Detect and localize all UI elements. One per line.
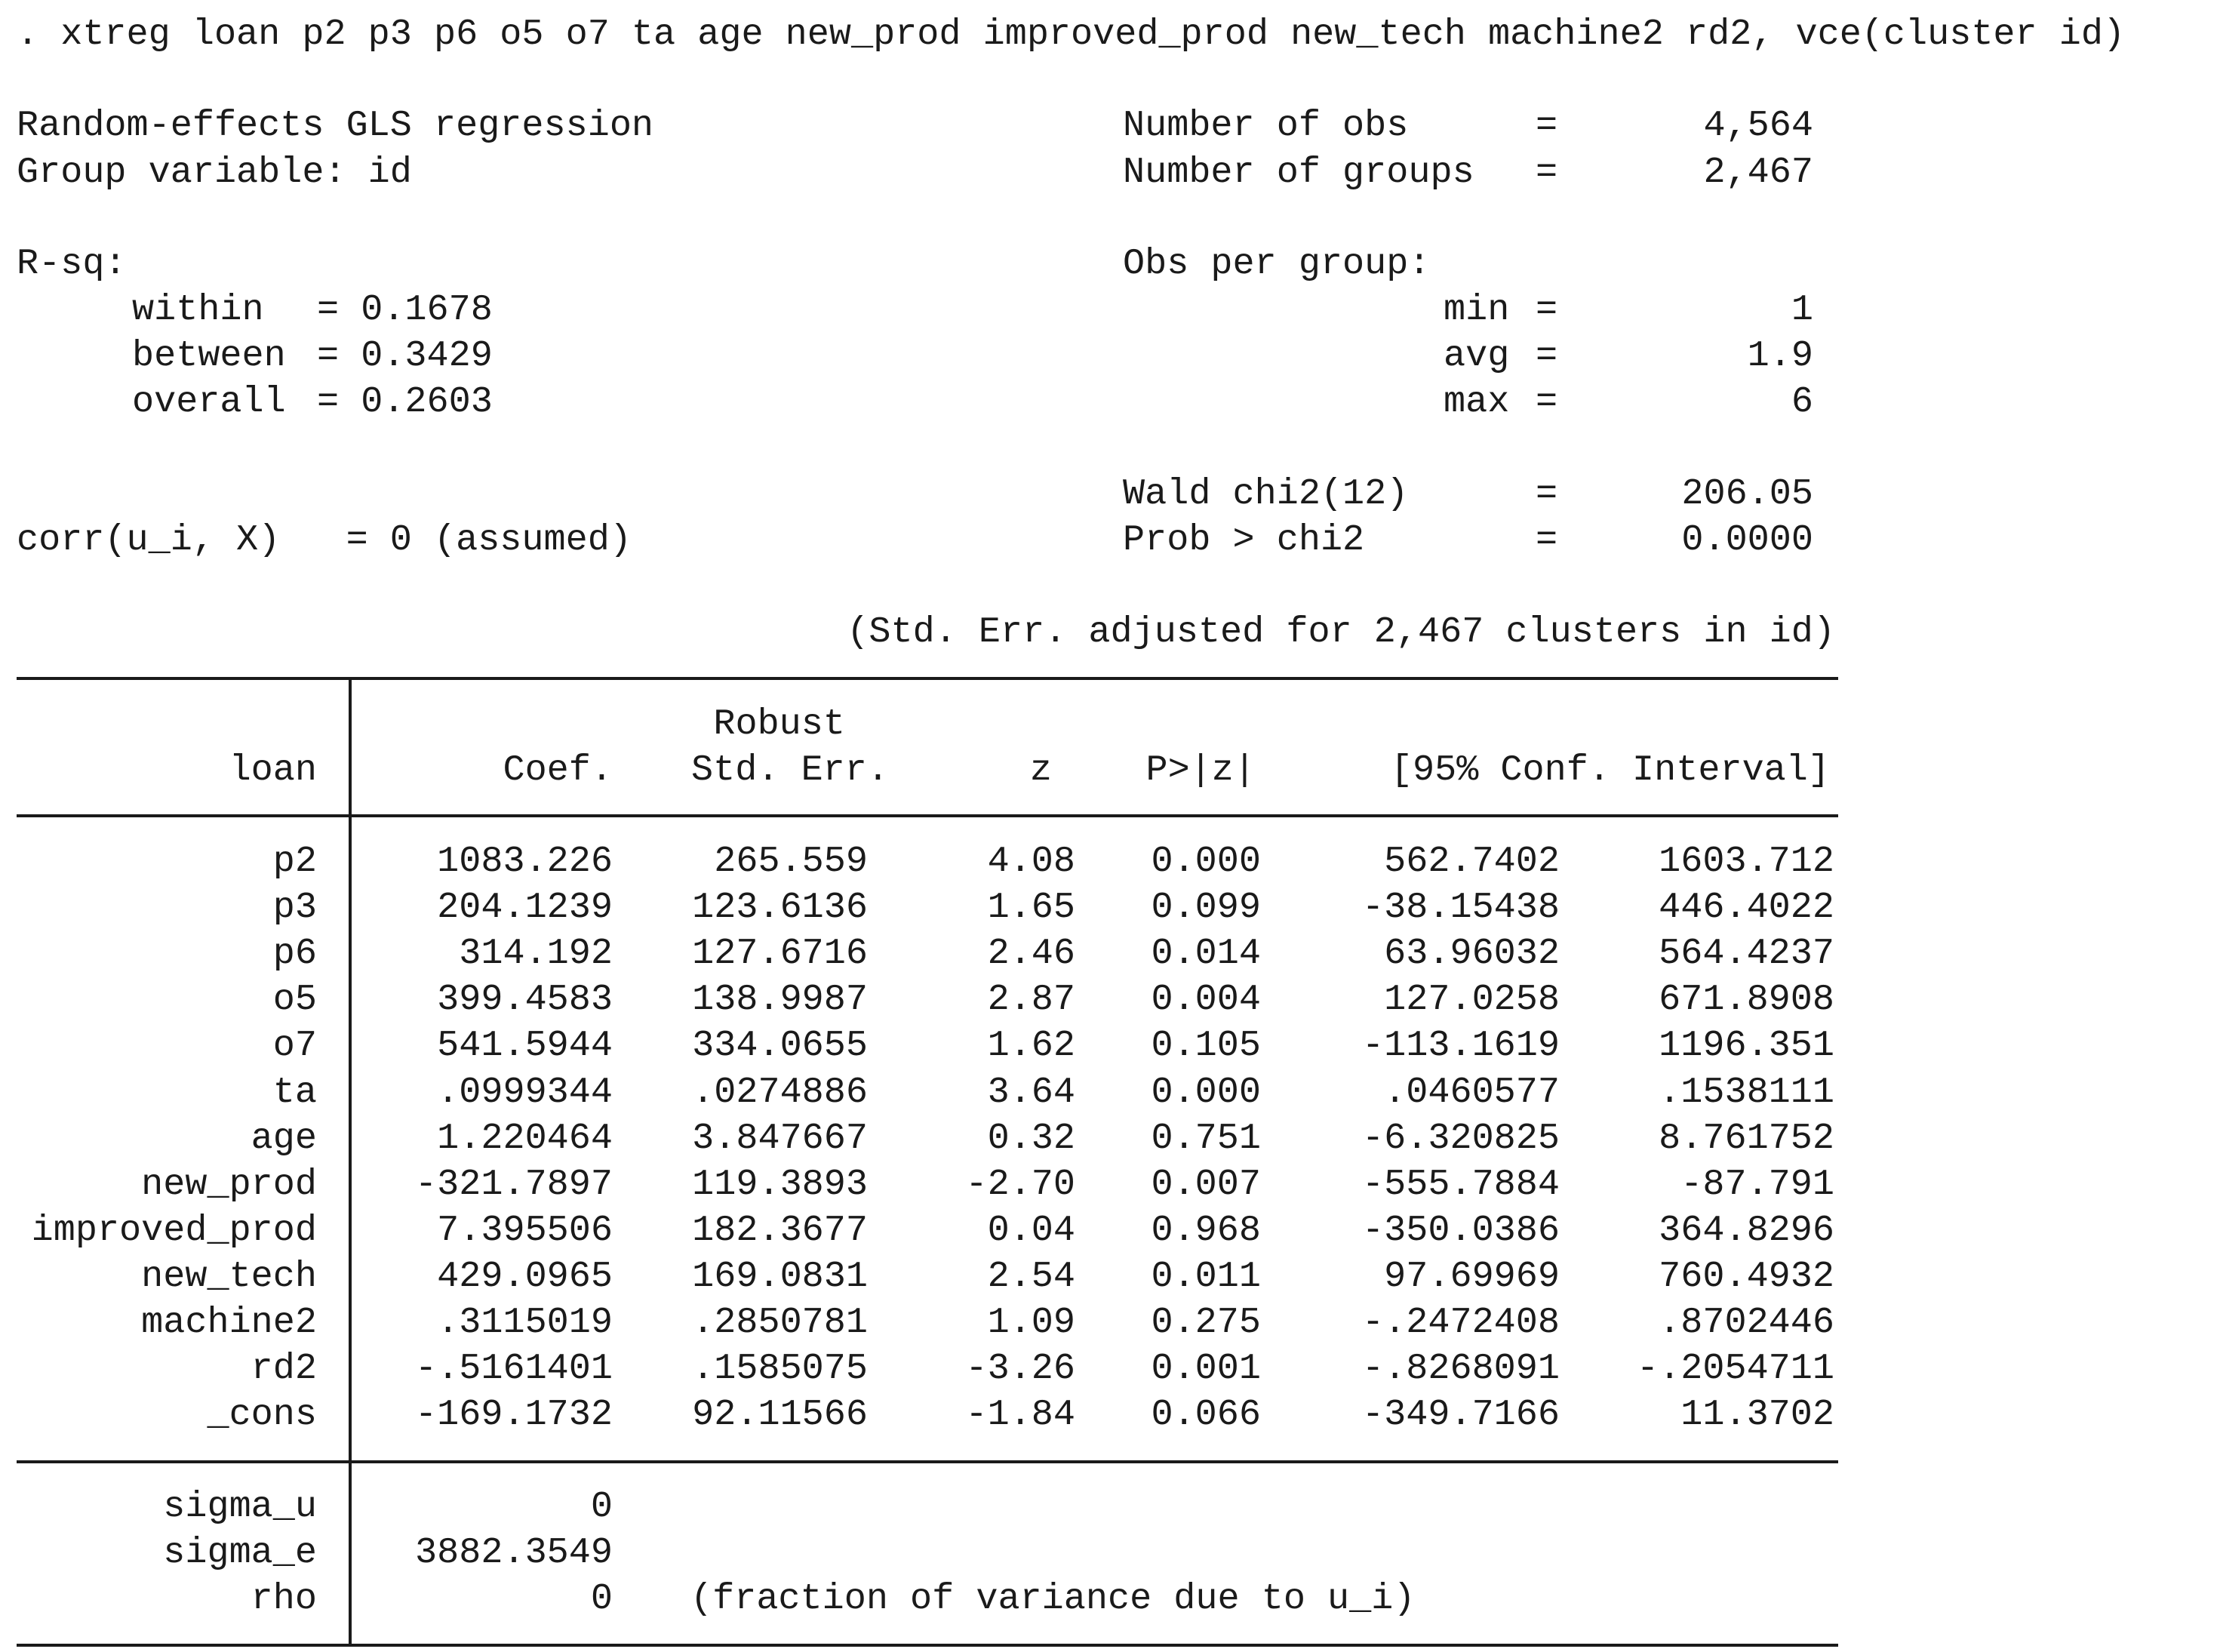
sigma-value: 0 [590, 1578, 613, 1620]
cell-ci-low: -350.0386 [1362, 1209, 1560, 1251]
prob-value: 0.0000 [1681, 519, 1813, 561]
cell-var: new_tech [141, 1255, 317, 1297]
rsq-label: R-sq: [17, 243, 127, 285]
cell-var: new_prod [141, 1163, 317, 1205]
cell-ci-high: 11.3702 [1680, 1394, 1834, 1436]
cell-ci-low: 562.7402 [1384, 841, 1560, 882]
cell-coef: 1.220464 [437, 1117, 613, 1159]
cell-z: 1.65 [987, 887, 1075, 929]
table-vertical-rule [349, 677, 352, 1647]
cell-p: 0.751 [1151, 1117, 1261, 1159]
cell-coef: 541.5944 [437, 1025, 613, 1067]
sigma-var: sigma_u [163, 1486, 317, 1527]
cell-ci-low: 127.0258 [1384, 979, 1560, 1021]
cell-var: rd2 [251, 1348, 317, 1390]
cell-ci-high: .1538111 [1659, 1071, 1834, 1113]
col-z-header: z [1029, 749, 1052, 791]
cell-var: p3 [272, 887, 317, 929]
obs-avg-eq: = [1536, 335, 1558, 377]
cell-se: 334.0655 [692, 1025, 868, 1067]
sigma-var: sigma_e [163, 1532, 317, 1574]
sigma-value: 3882.3549 [415, 1532, 613, 1574]
col-p-header: P>|z| [1145, 749, 1256, 791]
cell-ci-high: 364.8296 [1659, 1209, 1834, 1251]
cell-var: age [251, 1117, 317, 1159]
rsq-within: 0.1678 [361, 289, 493, 331]
cell-z: 2.46 [987, 933, 1075, 975]
col-se-header: Std. Err. [691, 749, 889, 791]
cell-coef: 429.0965 [437, 1255, 613, 1297]
cell-coef: -169.1732 [415, 1394, 613, 1436]
cell-z: -3.26 [965, 1348, 1075, 1390]
cell-coef: .0999344 [437, 1071, 613, 1113]
table-bottom-rule [17, 1644, 1838, 1647]
wald-eq: = [1536, 473, 1558, 515]
cell-var: p6 [272, 933, 317, 975]
cell-ci-high: -.2054711 [1637, 1348, 1834, 1390]
group-variable: Group variable: id [17, 152, 412, 193]
obs-per-group-label: Obs per group: [1123, 243, 1431, 285]
cell-ci-low: -.2472408 [1362, 1302, 1560, 1343]
robust-label: Robust [713, 703, 845, 745]
depvar-header: loan [229, 749, 317, 791]
number-obs-value: 4,564 [1703, 105, 1813, 146]
cell-z: 4.08 [987, 841, 1075, 882]
cell-var: machine2 [141, 1302, 317, 1343]
cell-coef: .3115019 [437, 1302, 613, 1343]
cell-var: ta [272, 1071, 317, 1113]
cell-z: 0.04 [987, 1209, 1075, 1251]
cell-ci-high: -87.791 [1680, 1163, 1834, 1205]
cell-p: 0.000 [1151, 1071, 1261, 1113]
cell-coef: 1083.226 [437, 841, 613, 882]
cell-ci-low: -38.15438 [1362, 887, 1560, 929]
model-title: Random-effects GLS regression [17, 105, 654, 146]
corr-line: corr(u_i, X) = 0 (assumed) [17, 519, 632, 561]
obs-avg-value: 1.9 [1747, 335, 1813, 377]
cell-coef: -.5161401 [415, 1348, 613, 1390]
obs-max-value: 6 [1791, 381, 1813, 423]
cell-z: 2.87 [987, 979, 1075, 1021]
sigma-var: rho [251, 1578, 317, 1620]
col-coef-header: Coef. [503, 749, 613, 791]
cell-p: 0.099 [1151, 887, 1261, 929]
cell-p: 0.007 [1151, 1163, 1261, 1205]
cell-se: 169.0831 [692, 1255, 868, 1297]
cell-p: 0.275 [1151, 1302, 1261, 1343]
cell-se: 119.3893 [692, 1163, 868, 1205]
cell-ci-low: 63.96032 [1384, 933, 1560, 975]
cell-se: 182.3677 [692, 1209, 868, 1251]
cell-se: .2850781 [692, 1302, 868, 1343]
cell-p: 0.001 [1151, 1348, 1261, 1390]
cell-se: .1585075 [692, 1348, 868, 1390]
cell-ci-high: 564.4237 [1659, 933, 1834, 975]
cell-ci-low: 97.69969 [1384, 1255, 1560, 1297]
cell-coef: 7.395506 [437, 1209, 613, 1251]
rsq-between-label: between [132, 335, 286, 377]
table-sigma-rule [17, 1460, 1838, 1463]
table-top-rule [17, 677, 1838, 680]
wald-label: Wald chi2(12) [1123, 473, 1409, 515]
obs-avg-label: avg [1444, 335, 1510, 377]
cell-ci-low: .0460577 [1384, 1071, 1560, 1113]
cell-z: -1.84 [965, 1394, 1075, 1436]
cell-ci-low: -.8268091 [1362, 1348, 1560, 1390]
cell-var: improved_prod [31, 1209, 317, 1251]
cell-var: o5 [272, 979, 317, 1021]
cell-ci-high: 760.4932 [1659, 1255, 1834, 1297]
cell-ci-low: -6.320825 [1362, 1117, 1560, 1159]
obs-min-label: min [1444, 289, 1510, 331]
cell-ci-low: -113.1619 [1362, 1025, 1560, 1067]
cell-se: 265.559 [714, 841, 868, 882]
cell-z: -2.70 [965, 1163, 1075, 1205]
cell-var: _cons [207, 1394, 317, 1436]
obs-min-value: 1 [1791, 289, 1813, 331]
command-line[interactable]: . xtreg loan p2 p3 p6 o5 o7 ta age new_prod improved_prod new_tech machine2 rd2, vce(cluster id) [17, 14, 2126, 55]
cell-ci-high: .8702446 [1659, 1302, 1834, 1343]
cell-var: p2 [272, 841, 317, 882]
cell-z: 2.54 [987, 1255, 1075, 1297]
cell-p: 0.968 [1151, 1209, 1261, 1251]
number-obs-eq: = [1536, 105, 1558, 146]
wald-value: 206.05 [1681, 473, 1813, 515]
rsq-overall: 0.2603 [361, 381, 493, 423]
number-obs-label: Number of obs [1123, 105, 1409, 146]
rsq-between-value: = 0.3429 [317, 335, 493, 377]
obs-max-eq: = [1536, 381, 1558, 423]
cell-se: 123.6136 [692, 887, 868, 929]
cell-ci-high: 1196.351 [1659, 1025, 1834, 1067]
prob-eq: = [1536, 519, 1558, 561]
number-groups-label: Number of groups [1123, 152, 1474, 193]
cell-ci-high: 671.8908 [1659, 979, 1834, 1021]
number-groups-value: 2,467 [1703, 152, 1813, 193]
cell-var: o7 [272, 1025, 317, 1067]
cell-p: 0.014 [1151, 933, 1261, 975]
table-header-rule [17, 814, 1838, 817]
cell-se: 3.847667 [692, 1117, 868, 1159]
rsq-between: 0.3429 [361, 335, 493, 377]
cell-z: 0.32 [987, 1117, 1075, 1159]
cluster-note: (Std. Err. adjusted for 2,467 clusters in id) [847, 611, 1835, 653]
cell-ci-low: -555.7884 [1362, 1163, 1560, 1205]
rsq-overall-value: = 0.2603 [317, 381, 493, 423]
cell-p: 0.105 [1151, 1025, 1261, 1067]
cell-coef: 314.192 [459, 933, 613, 975]
prob-label: Prob > chi2 [1123, 519, 1365, 561]
cell-ci-high: 8.761752 [1659, 1117, 1834, 1159]
cell-z: 3.64 [987, 1071, 1075, 1113]
cell-ci-high: 446.4022 [1659, 887, 1834, 929]
rsq-within-label: within [132, 289, 264, 331]
rsq-overall-label: overall [132, 381, 286, 423]
obs-max-label: max [1444, 381, 1510, 423]
number-groups-eq: = [1536, 152, 1558, 193]
cell-coef: 204.1239 [437, 887, 613, 929]
cell-se: 92.11566 [692, 1394, 868, 1436]
obs-min-eq: = [1536, 289, 1558, 331]
cell-p: 0.004 [1151, 979, 1261, 1021]
col-ci-header: [95% Conf. Interval] [1390, 749, 1830, 791]
cell-p: 0.011 [1151, 1255, 1261, 1297]
cell-ci-low: -349.7166 [1362, 1394, 1560, 1436]
sigma-value: 0 [590, 1486, 613, 1527]
rsq-within-value: = 0.1678 [317, 289, 493, 331]
cell-se: 138.9987 [692, 979, 868, 1021]
cell-coef: -321.7897 [415, 1163, 613, 1205]
sigma-note: (fraction of variance due to u_i) [690, 1578, 1416, 1620]
cell-p: 0.066 [1151, 1394, 1261, 1436]
cell-ci-high: 1603.712 [1659, 841, 1834, 882]
cell-se: .0274886 [692, 1071, 868, 1113]
cell-se: 127.6716 [692, 933, 868, 975]
cell-z: 1.62 [987, 1025, 1075, 1067]
cell-z: 1.09 [987, 1302, 1075, 1343]
cell-coef: 399.4583 [437, 979, 613, 1021]
cell-p: 0.000 [1151, 841, 1261, 882]
